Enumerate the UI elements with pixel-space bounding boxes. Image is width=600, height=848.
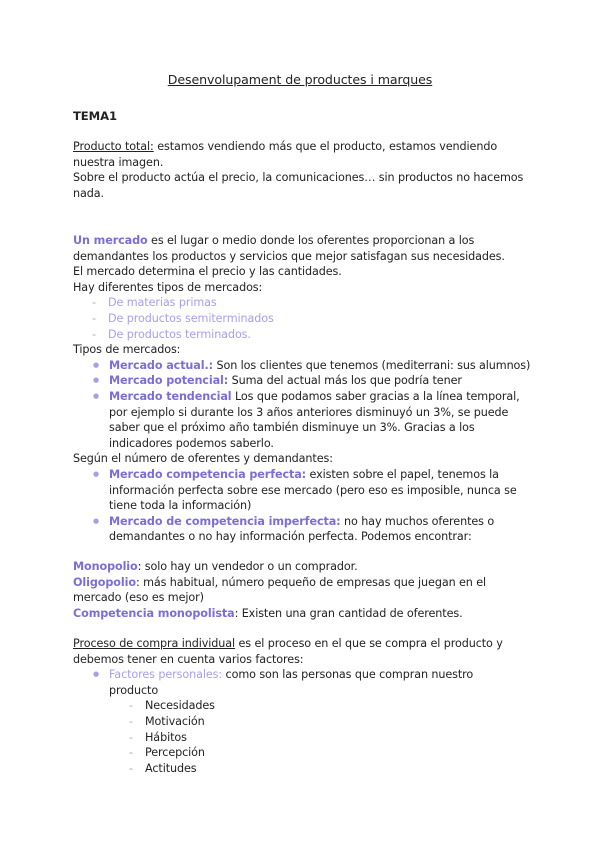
list-item [73, 389, 533, 451]
item-text: Suma del actual más los que podría tener [228, 374, 462, 388]
list-item: - De materias primas [73, 295, 533, 311]
paragraph-text: El mercado determina el precio y las cantidades. [73, 265, 342, 279]
item-text: : más habitual, número pequeño de empresas que juegan en el [135, 575, 487, 589]
term: Proceso de compra individual [73, 637, 236, 650]
term: Competencia monopolista [73, 606, 235, 620]
mercado-section [73, 233, 533, 545]
term: Mercado actual.: [109, 358, 214, 372]
list-item [73, 358, 533, 374]
item-text: : solo hay un vendedor o un comprador. [137, 560, 358, 573]
item-text: por ejemplo si durante los 3 años anteriores disminuyó un 3%, se puede [109, 405, 509, 419]
mercado-term: Un mercado [73, 234, 148, 247]
term: Monopolio [73, 560, 138, 573]
proceso-section [73, 636, 533, 776]
item-text: : Existen una gran cantidad de oferentes. [234, 606, 463, 620]
sub-list-item: - Necesidades [73, 698, 533, 714]
paragraph-text: nada. [73, 186, 104, 200]
item-text: producto [109, 683, 159, 697]
paragraph-text: Sobre el producto actúa el precio, la comunicaciones… sin productos no hacemos [73, 171, 524, 185]
term: Oligopolio [73, 575, 136, 589]
sub-list-item: - Percepción [73, 745, 533, 761]
list-item [73, 667, 533, 698]
producto-total-term: Producto total: [73, 140, 154, 153]
item-text: tiene toda la información) [109, 499, 252, 513]
sub-list-item: - Actitudes [73, 761, 533, 777]
term: Factores personales: [109, 668, 223, 682]
list-item [73, 373, 533, 389]
term: Mercado de competencia imperfecta: [109, 514, 341, 528]
section-heading: TEMA1 [73, 109, 117, 123]
term: Mercado tendencial [109, 389, 232, 403]
paragraph-text: Hay diferentes tipos de mercados: [73, 280, 263, 294]
item-text: indicadores podemos saberlo. [109, 436, 274, 450]
item-text: Los que podamos saber gracias a la línea temporal, [231, 389, 520, 403]
item-text: no hay muchos oferentes o [340, 514, 495, 528]
item-text: es el proceso en el que se compra el producto y [235, 637, 503, 650]
item-text: como son las personas que compran nuestro [222, 668, 474, 682]
item-text: demandantes o no hay información perfecta. Podemos encontrar: [109, 530, 472, 544]
paragraph-text: estamos vendiendo más que el producto, estamos vendiendo [153, 140, 498, 153]
term: Mercado potencial: [109, 374, 229, 388]
list-item [73, 467, 533, 514]
paragraph-text: nuestra imagen. [73, 155, 164, 169]
paragraph-text: Tipos de mercados: [73, 343, 181, 357]
producto-total-paragraph [73, 139, 533, 201]
paragraph-text: Según el número de oferentes y demandantes: [73, 452, 333, 466]
item-text: existen sobre el papel, tenemos la [306, 467, 499, 481]
sub-list-item: - Hábitos [73, 730, 533, 746]
item-text: mercado (eso es mejor) [73, 591, 204, 605]
list-item [73, 514, 533, 545]
item-text: información perfecta sobre ese mercado (pero eso es imposible, nunca se [109, 483, 517, 497]
paragraph-text: demandantes los productos y servicios que mejor satisfagan sus necesidades. [73, 249, 505, 263]
sub-list-item: - Motivación [73, 714, 533, 730]
paragraph-text: debemos tener en cuenta varios factores: [73, 652, 304, 666]
term: Mercado competencia perfecta: [109, 467, 307, 481]
paragraph-text: es el lugar o medio donde los oferentes proporcionan a los [147, 234, 475, 247]
item-text: saber que el próximo año también disminuye un 3%. Gracias a los [109, 421, 475, 435]
list-item: - De productos terminados. [73, 327, 533, 343]
document-title: Desenvolupament de productes i marques [167, 72, 433, 87]
list-item: - De productos semiterminados [73, 311, 533, 327]
item-text: Son los clientes que tenemos (mediterrani: sus alumnos) [213, 358, 531, 372]
estructuras-section [73, 559, 533, 621]
